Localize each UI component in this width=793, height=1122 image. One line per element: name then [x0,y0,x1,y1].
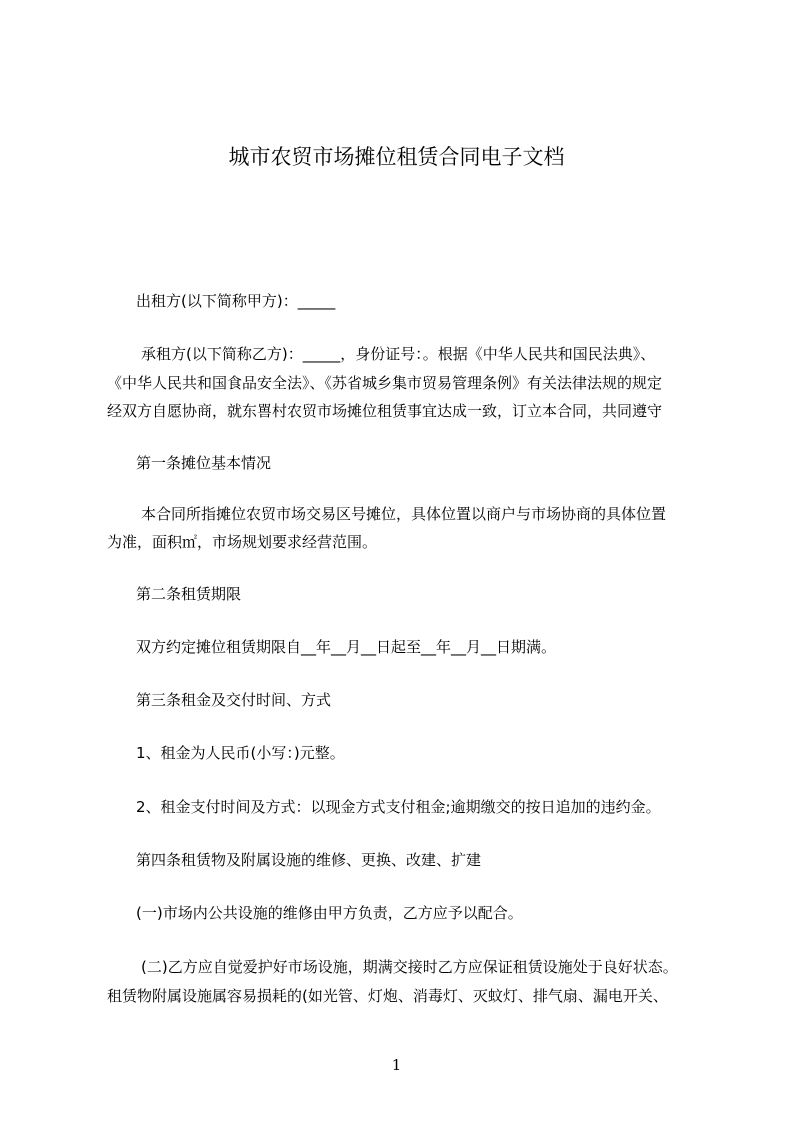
article1-line-2: 为准，面积㎡，市场规划要求经营范围。 [107,533,378,551]
article4-item1: (一)市场内公共设施的维修由甲方负责，乙方应予以配合。 [136,904,523,922]
page-number: 1 [391,1056,402,1074]
lessee-line-2: 《中华人民共和国食品安全法》、《苏省城乡集市贸易管理条例》有关法律法规的规定 [107,374,663,392]
article2-text: 双方约定摊位租赁期限自__年__月__日起至__年__月__日期满。 [136,638,557,656]
article4-heading: 第四条租赁物及附属设施的维修、更换、改建、扩建 [136,851,482,869]
article3-item2: 2、租金支付时间及方式：以现金方式支付租金;逾期缴交的按日追加的违约金。 [136,798,661,816]
article3-heading: 第三条租金及交付时间、方式 [136,691,332,709]
lessor-line: 出租方(以下简称甲方)：_____ [136,292,336,310]
lessee-line-3: 经双方自愿协商，就东嘼村农贸市场摊位租赁事宜达成一致，订立本合同，共同遵守 [107,402,663,420]
article4-item2-line-1: (二)乙方应自觉爱护好市场设施，期满交接时乙方应保证租赁设施处于良好状态。 [141,958,678,976]
article4-item2-line-2: 租赁物附属设施属容易损耗的(如光管、灯炮、消毒灯、灭蚊灯、排气扇、漏电开关、 [107,987,668,1005]
document-title: 城市农贸市场摊位租赁合同电子文档 [228,145,565,169]
lessee-line-1: 承租方(以下简称乙方)：_____，身份证号：。根据《中华人民共和国民法典》、 [141,345,656,363]
article1-heading: 第一条摊位基本情况 [136,454,272,472]
article1-line-1: 本合同所指摊位农贸市场交易区号摊位，具体位置以商户与市场协商的具体位置 [141,505,667,523]
article3-item1: 1、租金为人民币(小写：)元整。 [136,744,345,762]
article2-heading: 第二条租赁期限 [136,585,242,603]
